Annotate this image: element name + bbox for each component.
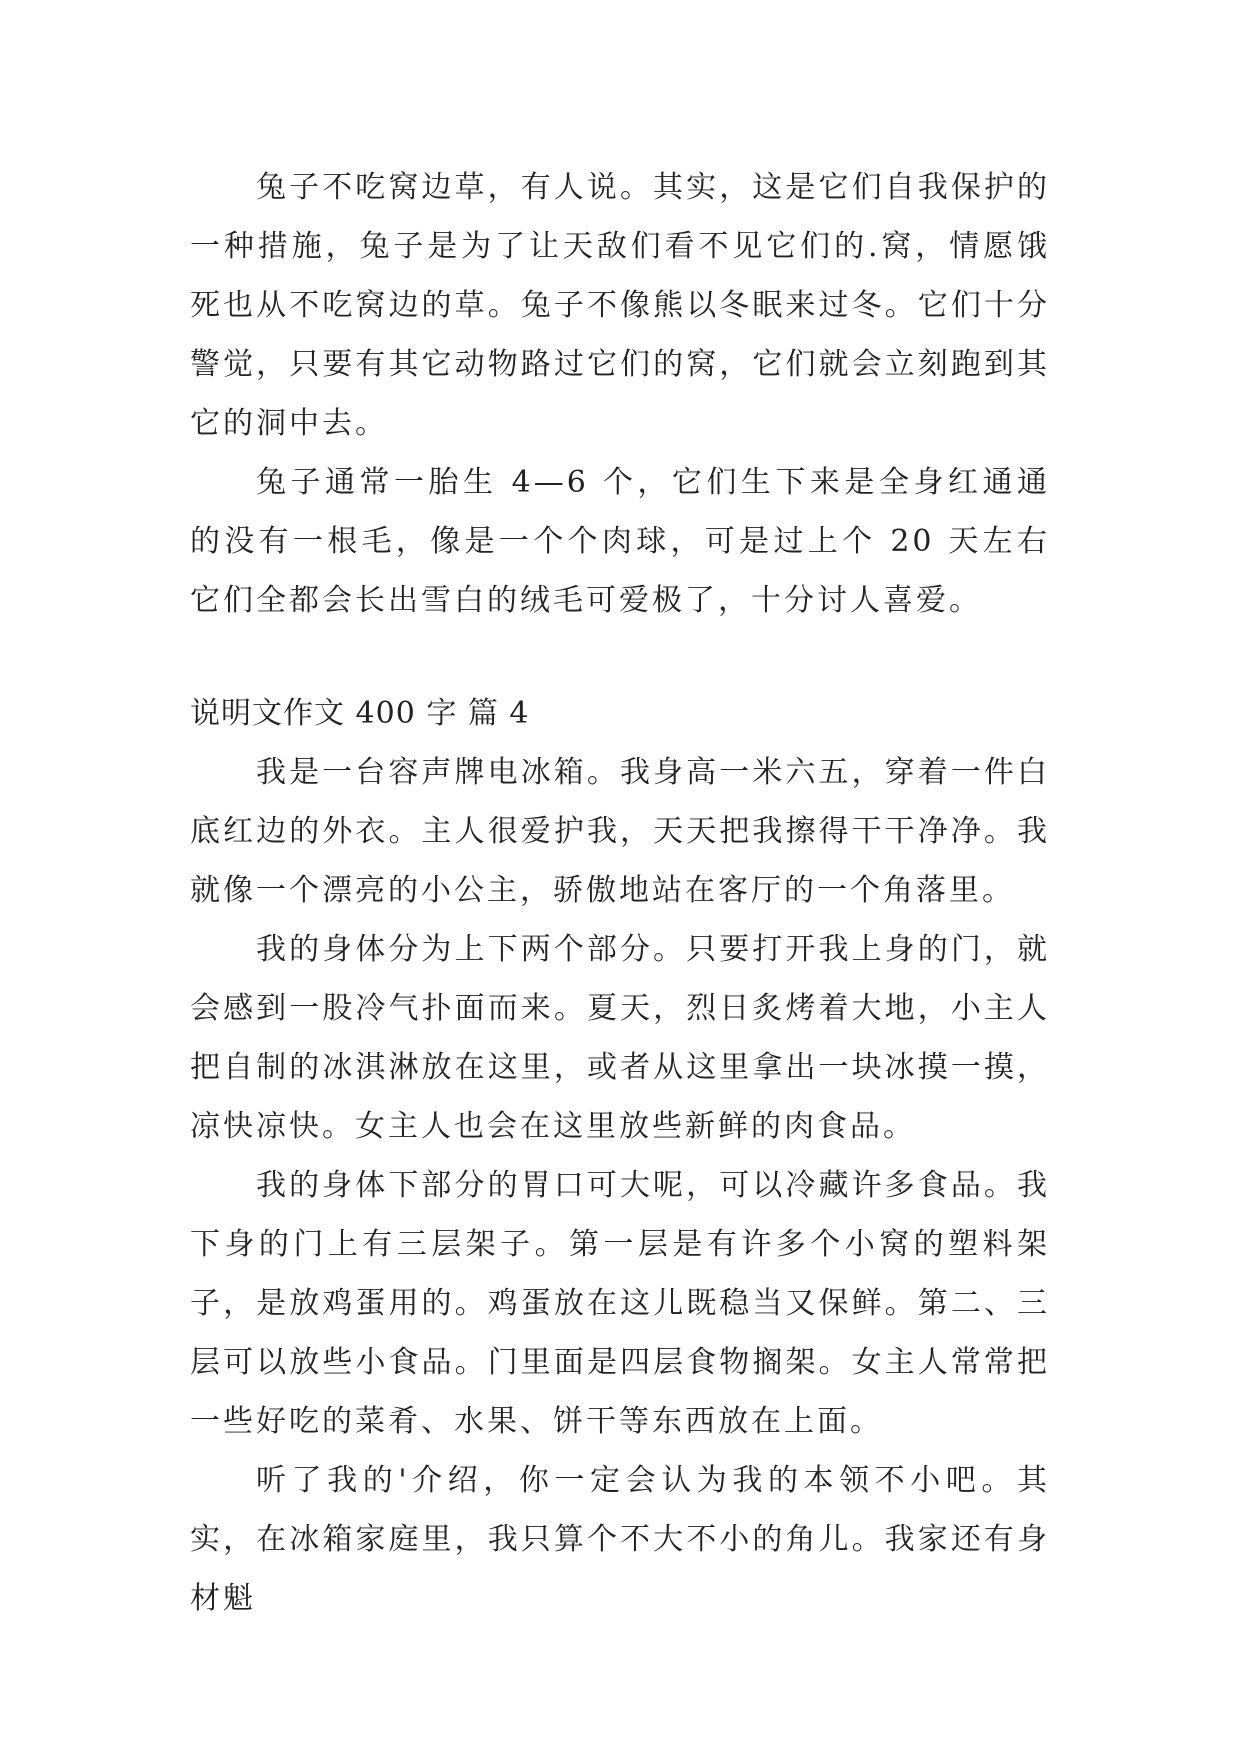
- rabbit-section: [190, 158, 1050, 630]
- fridge-section: [190, 743, 1050, 1628]
- paragraph-rabbit-habits: 兔子不吃窝边草，有人说。其实，这是它们自我保护的一种措施，兔子是为了让天敌们看不见它们的.窝，情愿饿死也从不吃窝边的草。兔子不像熊以冬眠来过冬。它们十分警觉，只要有其它动物路过它们的窝，它们就会立刻跑到其它的洞中去。: [190, 170, 1050, 441]
- paragraph-fridge-lower: 我的身体下部分的胃口可大呢，可以冷藏许多食品。我下身的门上有三层架子。第一层是有许多个小窝的塑料架子，是放鸡蛋用的。鸡蛋放在这儿既稳当又保鲜。第二、三层可以放些小食品。门里面是四层食物搁架。女主人常常把一些好吃的菜肴、水果、饼干等东西放在上面。: [190, 1168, 1050, 1439]
- paragraph-fridge-upper: 我的身体分为上下两个部分。只要打开我上身的门，就会感到一股冷气扑面而来。夏天，烈日炙烤着大地，小主人把自制的冰淇淋放在这里，或者从这里拿出一块冰摸一摸，凉快凉快。女主人也会在这里放些新鲜的肉食品。: [190, 932, 1050, 1144]
- paragraph-fridge-intro: 我是一台容声牌电冰箱。我身高一米六五，穿着一件白底红边的外衣。主人很爱护我，天天把我擦得干干净净。我就像一个漂亮的小公主，骄傲地站在客厅的一个角落里。: [190, 755, 1050, 908]
- paragraph-fridge-family: 听了我的'介绍，你一定会认为我的本领不小吧。其实，在冰箱家庭里，我只算个不大不小的角儿。我家还有身材魁: [190, 1463, 1050, 1616]
- paragraph-rabbit-birth: 兔子通常一胎生 4—6 个，它们生下来是全身红通通的没有一根毛，像是一个个肉球，可是过上个 20 天左右它们全都会长出雪白的绒毛可爱极了，十分讨人喜爱。: [190, 465, 1050, 618]
- essay-heading: 说明文作文 400 字 篇 4: [190, 696, 530, 731]
- essay-heading-block: [190, 684, 1050, 743]
